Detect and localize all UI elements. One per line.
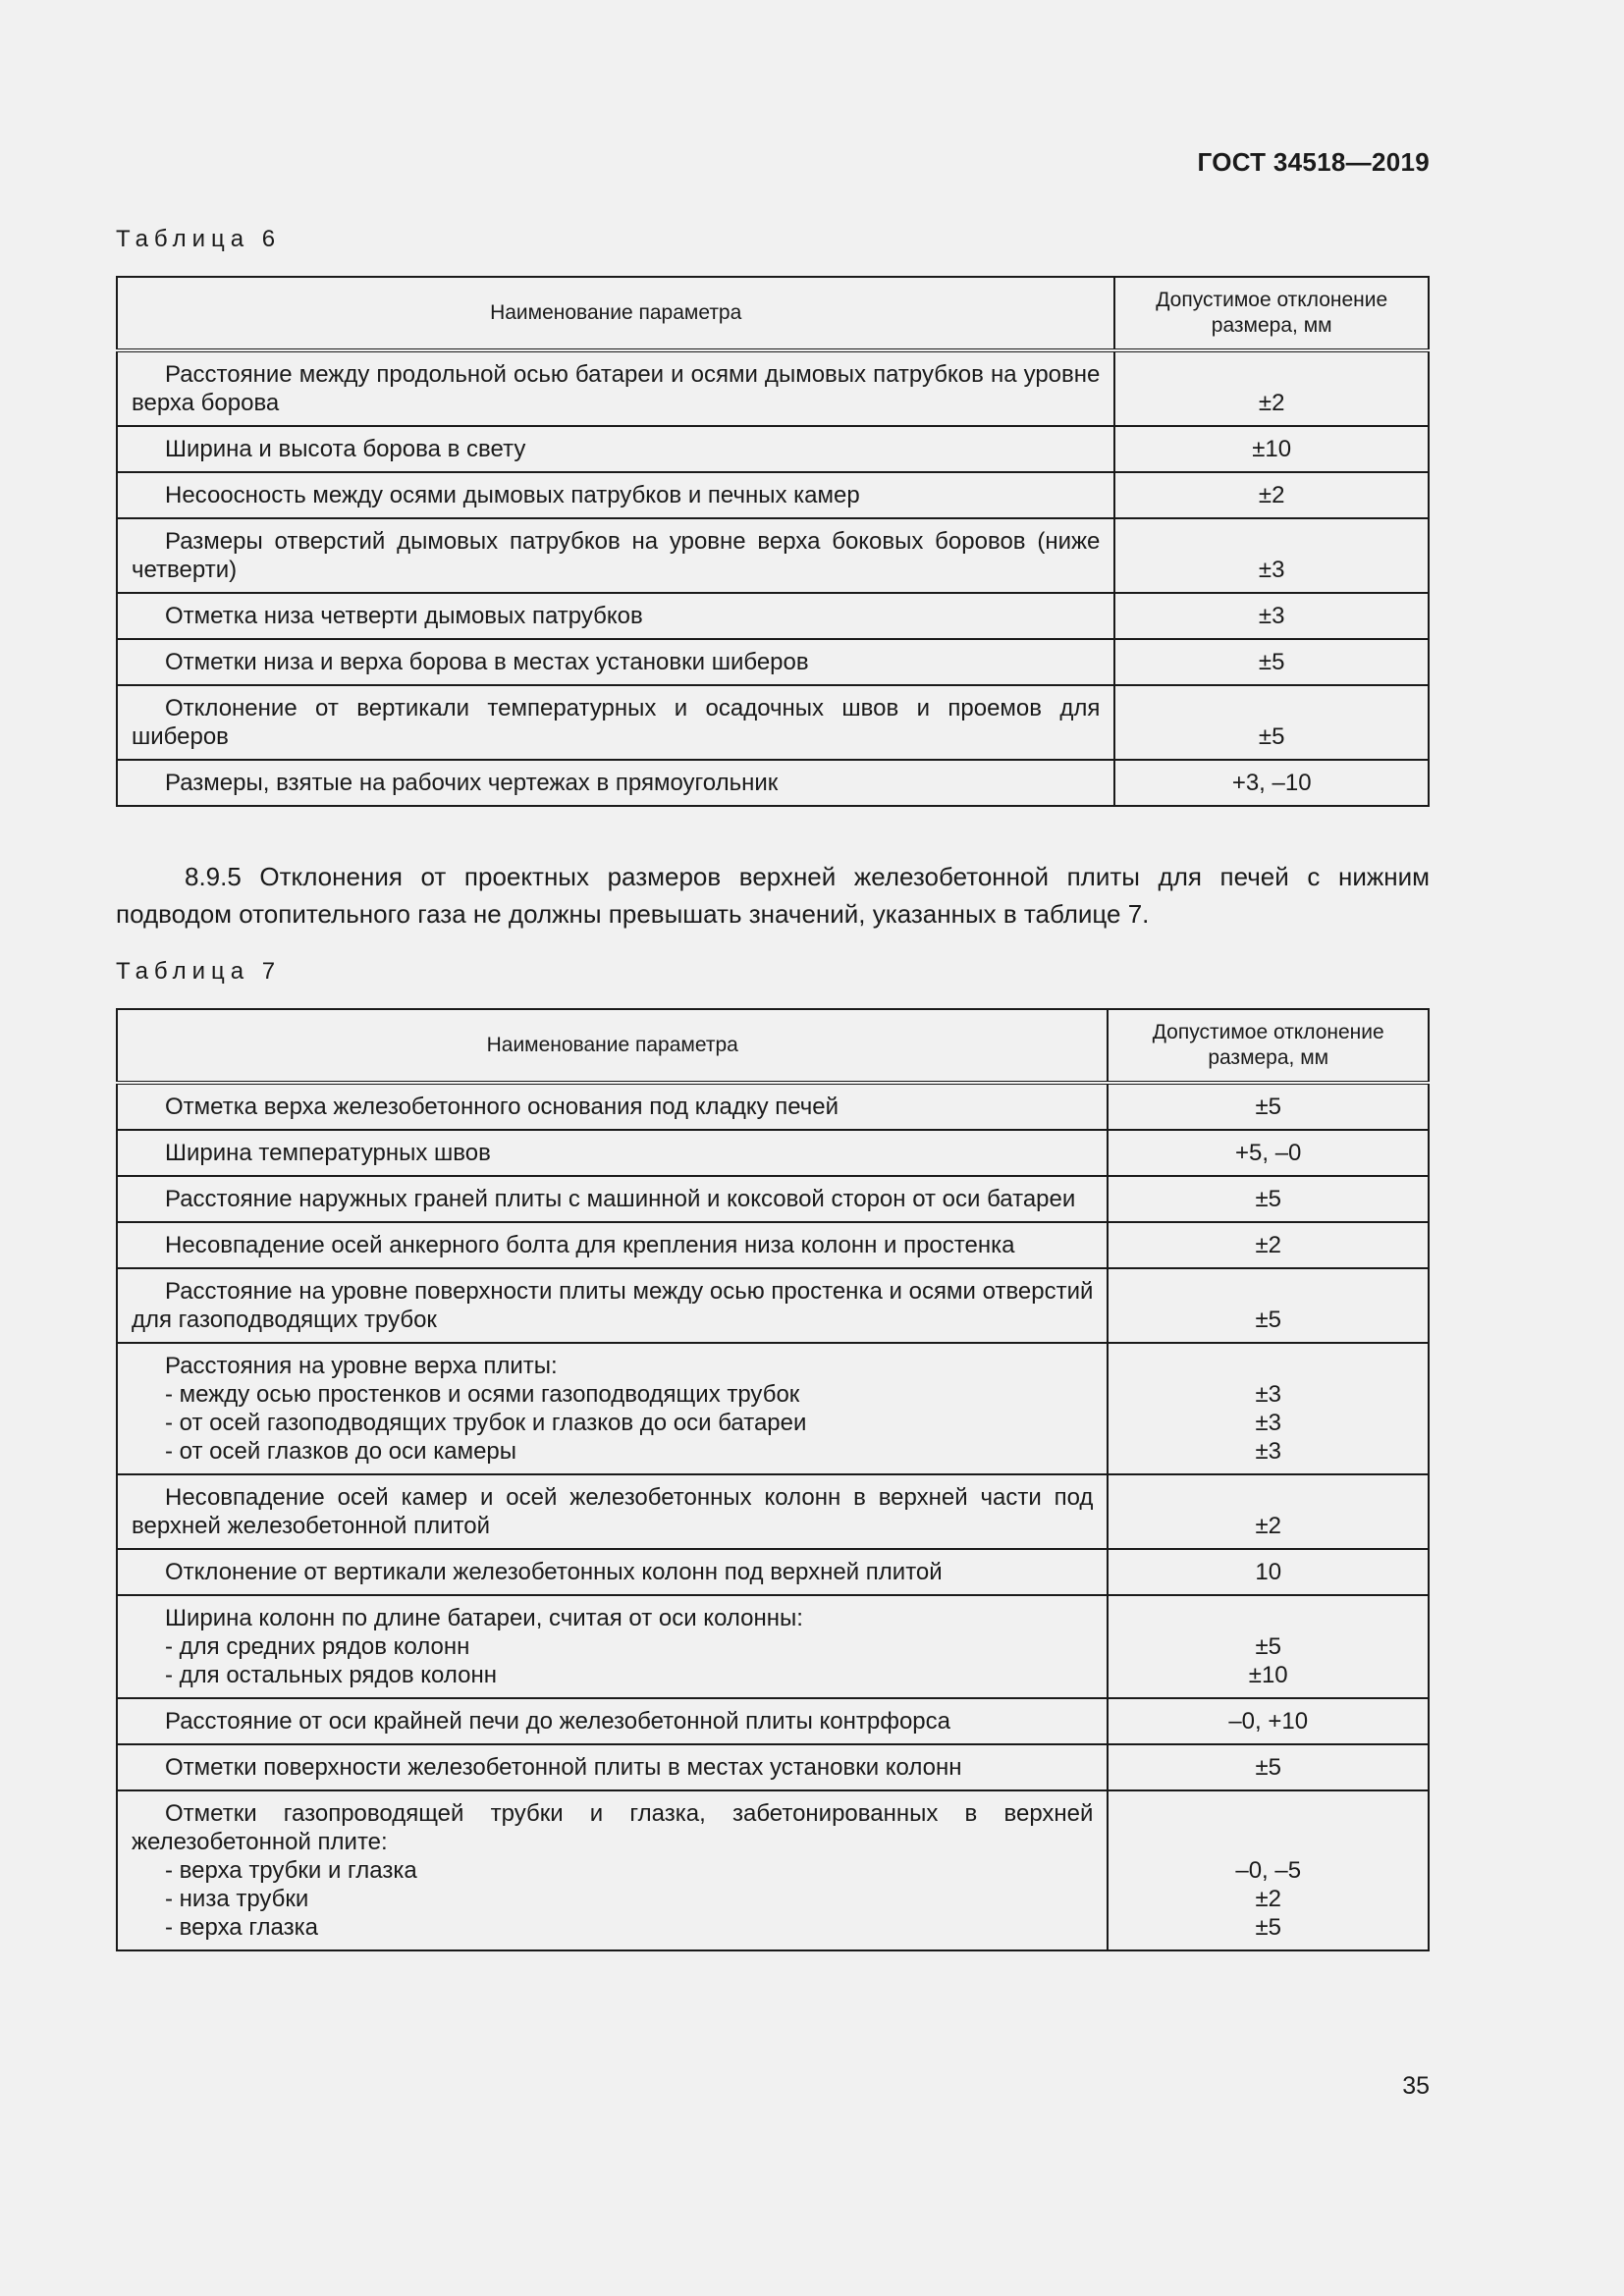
table-row <box>117 518 1429 593</box>
parameter-name: Размеры, взятые на рабочих чертежах в прямоугольник <box>165 770 779 796</box>
table-6-caption: Таблица 6 <box>116 226 282 252</box>
table-row <box>117 1083 1429 1130</box>
table-7-header-deviation: Допустимое отклонение размера, мм <box>1108 1009 1429 1083</box>
parameter-cell <box>117 1474 1108 1549</box>
parameter-subitem: - верха трубки и глазка <box>165 1857 417 1884</box>
deviation-value: ±2 <box>1255 1886 1281 1912</box>
parameter-cell <box>117 1549 1108 1595</box>
table-row <box>117 1343 1429 1474</box>
parameter-name: Ширина температурных швов <box>165 1140 491 1166</box>
deviation-value: ±3 <box>1258 557 1285 583</box>
parameter-name: Расстояние наружных граней плиты с машинной и коксовой сторон от оси батареи <box>165 1186 1076 1212</box>
deviation-value: ±5 <box>1255 1914 1281 1941</box>
parameter-cell <box>117 426 1114 472</box>
table-row <box>117 350 1429 426</box>
parameter-subitem: - от осей глазков до оси камеры <box>165 1438 517 1465</box>
table-row <box>117 1130 1429 1176</box>
deviation-cell <box>1108 1790 1429 1950</box>
table-7 <box>116 1008 1430 1951</box>
parameter-cell <box>117 1083 1108 1130</box>
parameter-name: Ширина колонн по длине батареи, считая от оси колонны: <box>165 1605 803 1631</box>
table-6-header-param: Наименование параметра <box>117 277 1114 350</box>
deviation-cell <box>1114 760 1429 806</box>
table-row <box>117 1176 1429 1222</box>
table-row <box>117 1268 1429 1343</box>
parameter-subitem: - от осей газоподводящих трубок и глазков до оси батареи <box>165 1410 807 1436</box>
deviation-cell <box>1114 593 1429 639</box>
deviation-value: ±5 <box>1255 1094 1281 1120</box>
parameter-name: Расстояние на уровне поверхности плиты между осью простенка и осями отверстий для газоподводящих трубок <box>132 1278 1094 1333</box>
deviation-value: ±5 <box>1258 649 1285 675</box>
deviation-value: 10 <box>1255 1559 1282 1585</box>
parameter-name: Несовпадение осей камер и осей железобетонных колонн в верхней части под верхней железобетонной плитой <box>132 1484 1094 1539</box>
table-6-header-deviation: Допустимое отклонение размера, мм <box>1114 277 1429 350</box>
parameter-cell <box>117 350 1114 426</box>
parameter-name: Расстояние от оси крайней печи до железобетонной плиты контрфорса <box>165 1708 950 1735</box>
parameter-cell <box>117 760 1114 806</box>
parameter-subitem: - между осью простенков и осями газоподводящих трубок <box>165 1381 800 1408</box>
table-row <box>117 1698 1429 1744</box>
deviation-value: ±10 <box>1252 436 1292 462</box>
table-6-body <box>117 350 1429 806</box>
parameter-name: Отметки поверхности железобетонной плиты в местах установки колонн <box>165 1754 962 1781</box>
parameter-name: Отметка верха железобетонного основания под кладку печей <box>165 1094 839 1120</box>
parameter-name: Отметка низа четверти дымовых патрубков <box>165 603 643 629</box>
table-row <box>117 639 1429 685</box>
deviation-value: –0, –5 <box>1235 1857 1302 1884</box>
table-row <box>117 1549 1429 1595</box>
deviation-cell <box>1114 426 1429 472</box>
parameter-subitem: - для остальных рядов колонн <box>165 1662 497 1688</box>
parameter-subitem: - для средних рядов колонн <box>165 1633 470 1660</box>
parameter-cell <box>117 593 1114 639</box>
table-row <box>117 1744 1429 1790</box>
parameter-cell <box>117 1744 1108 1790</box>
deviation-cell <box>1114 685 1429 760</box>
deviation-value: ±5 <box>1255 1754 1281 1781</box>
table-row <box>117 593 1429 639</box>
parameter-cell <box>117 1130 1108 1176</box>
deviation-value: ±2 <box>1258 390 1285 416</box>
deviation-value: ±2 <box>1255 1232 1281 1258</box>
deviation-cell <box>1114 518 1429 593</box>
parameter-name: Отметки низа и верха борова в местах установки шиберов <box>165 649 809 675</box>
table-7-header-param: Наименование параметра <box>117 1009 1108 1083</box>
deviation-value: ±3 <box>1255 1410 1281 1436</box>
deviation-value: ±3 <box>1255 1381 1281 1408</box>
deviation-cell <box>1108 1744 1429 1790</box>
deviation-cell <box>1108 1595 1429 1698</box>
deviation-cell <box>1108 1222 1429 1268</box>
parameter-cell <box>117 1268 1108 1343</box>
deviation-cell <box>1108 1176 1429 1222</box>
parameter-name: Расстояния на уровне верха плиты: <box>165 1353 558 1379</box>
deviation-cell <box>1114 350 1429 426</box>
deviation-value: ±5 <box>1255 1307 1281 1333</box>
table-row <box>117 1222 1429 1268</box>
table-row <box>117 472 1429 518</box>
deviation-value: +3, –10 <box>1231 770 1312 796</box>
parameter-subitem: - верха глазка <box>165 1914 318 1941</box>
parameter-name: Несоосность между осями дымовых патрубков и печных камер <box>165 482 860 508</box>
deviation-value: ±2 <box>1255 1513 1281 1539</box>
table-6 <box>116 276 1430 807</box>
table-row <box>117 685 1429 760</box>
page-number: 35 <box>1402 2072 1430 2100</box>
deviation-value: –0, +10 <box>1228 1708 1309 1735</box>
parameter-cell <box>117 1698 1108 1744</box>
parameter-name: Ширина и высота борова в свету <box>165 436 526 462</box>
deviation-cell <box>1108 1698 1429 1744</box>
parameter-cell <box>117 639 1114 685</box>
table-7-body <box>117 1083 1429 1950</box>
table-row <box>117 1474 1429 1549</box>
deviation-cell <box>1108 1343 1429 1474</box>
table-row <box>117 426 1429 472</box>
parameter-name: Отклонение от вертикали железобетонных колонн под верхней плитой <box>165 1559 943 1585</box>
parameter-name: Отметки газопроводящей трубки и глазка, забетонированных в верхней железобетонной плите: <box>132 1800 1094 1855</box>
deviation-cell <box>1114 472 1429 518</box>
parameter-name: Расстояние между продольной осью батареи и осями дымовых патрубков на уровне верха борова <box>132 361 1101 416</box>
deviation-cell <box>1108 1268 1429 1343</box>
parameter-cell <box>117 518 1114 593</box>
parameter-cell <box>117 1222 1108 1268</box>
table-row <box>117 1595 1429 1698</box>
deviation-cell <box>1108 1130 1429 1176</box>
parameter-cell <box>117 1343 1108 1474</box>
deviation-value: ±10 <box>1248 1662 1288 1688</box>
deviation-value: ±5 <box>1255 1633 1281 1660</box>
parameter-name: Отклонение от вертикали температурных и осадочных швов и проемов для шиберов <box>132 695 1101 750</box>
deviation-cell <box>1114 639 1429 685</box>
deviation-cell <box>1108 1083 1429 1130</box>
parameter-cell <box>117 472 1114 518</box>
parameter-subitem: - низа трубки <box>165 1886 309 1912</box>
deviation-cell <box>1108 1549 1429 1595</box>
deviation-value: ±5 <box>1255 1186 1281 1212</box>
deviation-value: ±5 <box>1258 723 1285 750</box>
parameter-cell <box>117 1790 1108 1950</box>
deviation-value: ±3 <box>1258 603 1285 629</box>
paragraph-8-9-5: 8.9.5 Отклонения от проектных размеров верхней железобетонной плиты для печей с нижним подводом отопительного газа не должны превышать значений, указанных в таблице 7. <box>116 862 1430 929</box>
parameter-cell <box>117 1176 1108 1222</box>
deviation-value: ±2 <box>1258 482 1285 508</box>
parameter-name: Размеры отверстий дымовых патрубков на уровне верха боковых боровов (ниже четверти) <box>132 528 1101 583</box>
deviation-cell <box>1108 1474 1429 1549</box>
parameter-name: Несовпадение осей анкерного болта для крепления низа колонн и простенка <box>165 1232 1015 1258</box>
table-row <box>117 760 1429 806</box>
table-row <box>117 1790 1429 1950</box>
parameter-cell <box>117 685 1114 760</box>
document-code: ГОСТ 34518—2019 <box>1197 147 1430 177</box>
table-7-caption: Таблица 7 <box>116 958 282 985</box>
parameter-cell <box>117 1595 1108 1698</box>
deviation-value: ±3 <box>1255 1438 1281 1465</box>
deviation-value: +5, –0 <box>1235 1140 1302 1166</box>
